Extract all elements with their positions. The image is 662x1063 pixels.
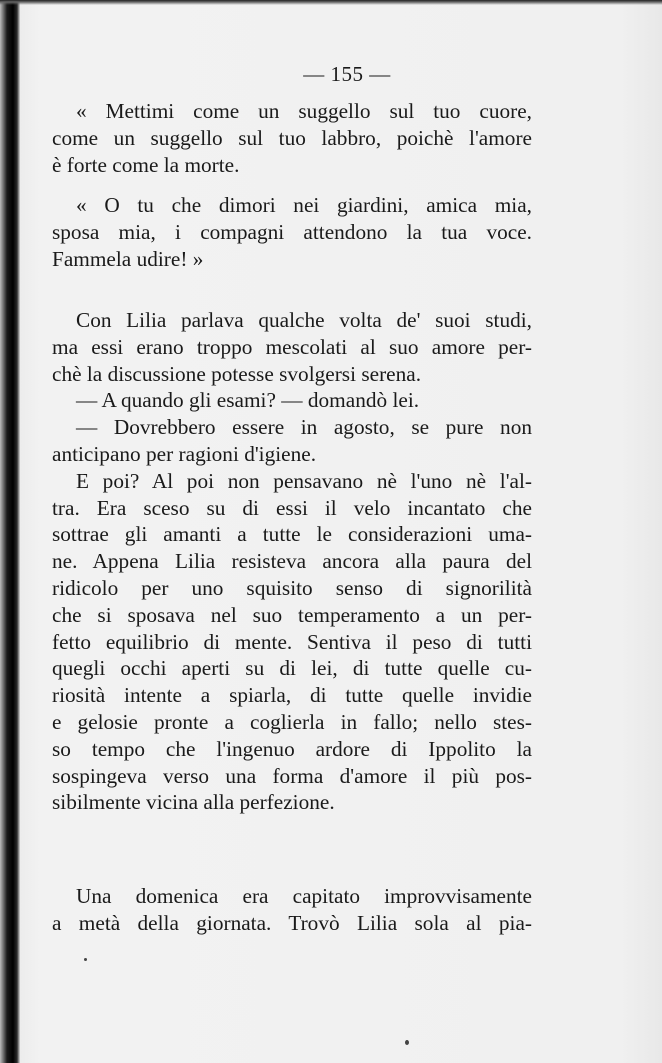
page-number: — 155 — [303, 62, 391, 86]
text-line: sospingeva verso una forma d'amore il più pos- [52, 763, 532, 788]
closing-paragraph [52, 883, 532, 937]
text-line: « Mettimi come un suggello sul tuo cuore, [76, 99, 532, 123]
print-speck [84, 958, 87, 961]
dialogue-line: — Dovrebbero essere in agosto, se pure non [76, 415, 532, 440]
text-line: Fammela udire! » [52, 246, 204, 271]
text-line: tra. Era sceso su di essi il velo incantato che [52, 495, 532, 520]
text-line: ridicolo per uno squisito senso di signorilità [52, 575, 532, 600]
text-line: ma essi erano troppo mescolati al suo amore per- [52, 334, 532, 359]
text-line: come un suggello sul tuo labbro, poichè l'amore [52, 125, 532, 150]
text-line: è forte come la morte. [52, 152, 240, 177]
text-line: « O tu che dimori nei giardini, amica mia, [76, 193, 532, 217]
text-line: ne. Appena Lilia resisteva ancora alla paura del [52, 549, 532, 574]
text-line: E poi? Al poi non pensavano nè l'uno nè l'al- [76, 468, 532, 493]
print-speck [405, 1040, 409, 1045]
quote-paragraph-2 [52, 192, 532, 272]
text-line: sottrae gli amanti a tutte le considerazioni uma- [52, 522, 532, 547]
quote-paragraph-1 [52, 98, 532, 178]
text-line: Con Lilia parlava qualche volta de' suoi studi, [76, 308, 532, 332]
dialogue-line: — A quando gli esami? — domandò lei. [76, 388, 420, 413]
text-line: che si sposava nel suo temperamento a un per- [52, 602, 532, 627]
text-line: a metà della giornata. Trovò Lilia sola al pia- [52, 910, 532, 935]
text-line: Una domenica era capitato improvvisamente [76, 884, 532, 908]
text-line: e gelosie pronte a coglierla in fallo; nello stes- [52, 709, 532, 734]
text-line: chè la discussione potesse svolgersi serena. [52, 361, 422, 386]
text-line: quegli occhi aperti su di lei, di tutte quelle cu- [52, 656, 532, 681]
text-line: sibilmente vicina alla perfezione. [52, 790, 335, 815]
page-top-edge [0, 0, 662, 5]
book-spine-shadow [0, 0, 20, 1063]
text-line: fetto equilibrio di mente. Sentiva il peso di tutti [52, 629, 532, 654]
body-paragraphs [52, 307, 532, 816]
text-line: sposa mia, i compagni attendono la tua voce. [52, 219, 532, 244]
text-line: riosità intente a spiarla, di tutte quelle invidie [52, 683, 532, 708]
text-line: so tempo che l'ingenuo ardore di Ippolito la [52, 736, 532, 761]
text-line: anticipano per ragioni d'igiene. [52, 441, 317, 466]
